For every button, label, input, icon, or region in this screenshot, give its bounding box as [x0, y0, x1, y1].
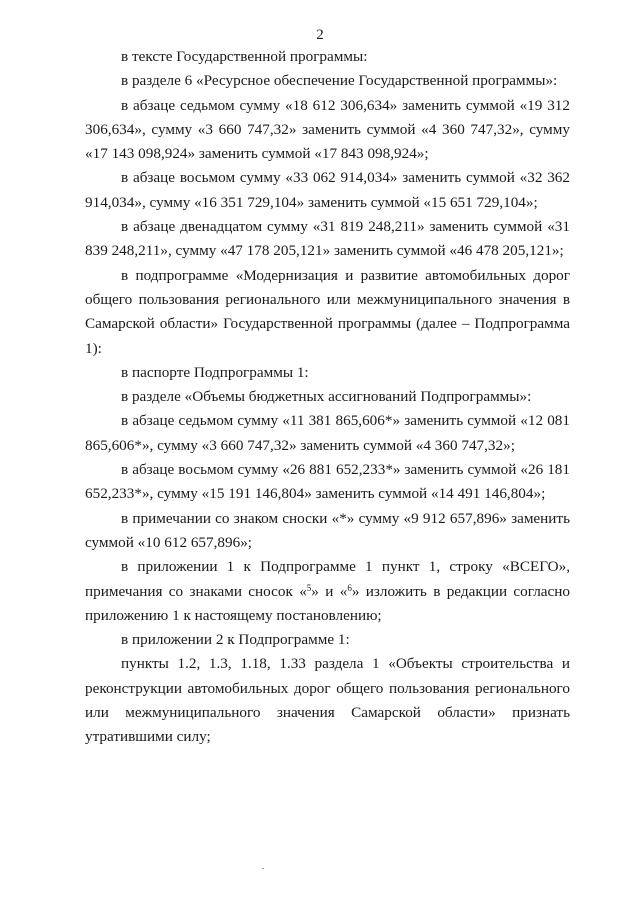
document-body [85, 45, 570, 750]
paragraph-points-repealed: пункты 1.2, 1.3, 1.18, 1.33 раздела 1 «Объекты строительства и реконструкции автомобильных дорог общего пользования регионального или межмуниципального значения Самарской области» признать утратившими силу; [85, 655, 570, 746]
page-number: 2 [316, 27, 324, 43]
paragraph-passport: в паспорте Подпрограммы 1: [121, 363, 309, 381]
paragraph-appendix-2: в приложении 2 к Подпрограмме 1: [121, 631, 350, 649]
paragraph-program-text: в тексте Государственной программы: [121, 48, 368, 65]
appendix-1-text-middle: » и « [311, 582, 348, 600]
paragraph-eighth-sum: в абзаце восьмом сумму «33 062 914,034» заменить суммой «32 362 914,034», сумму «16 351 729,104» заменить суммой «15 651 729,104»; [85, 169, 570, 211]
paragraph-subprogram-1: в подпрограмме «Модернизация и развитие автомобильных дорог общего пользования регионального или межмуниципального значения в Самарской области» Государственной программы (далее – Подпрограмма 1): [85, 266, 570, 357]
paragraph-appendix-1 [85, 555, 570, 628]
paragraph-sub-eighth-sum: в абзаце восьмом сумму «26 881 652,233*» заменить суммой «26 181 652,233*», сумму «15 191 146,804» заменить суммой «14 491 146,804»; [85, 461, 570, 503]
paragraph-budget-section: в разделе «Объемы бюджетных ассигнований Подпрограммы»: [121, 388, 532, 406]
scan-speck [262, 868, 264, 869]
paragraph-sub-seventh-sum: в абзаце седьмом сумму «11 381 865,606*» заменить суммой «12 081 865,606*», сумму «3 660 747,32» заменить суммой «4 360 747,32»; [85, 412, 570, 454]
paragraph-twelfth-sum: в абзаце двенадцатом сумму «31 819 248,211» заменить суммой «31 839 248,211», сумму «47 178 205,121» заменить суммой «46 478 205,121»; [85, 218, 570, 260]
paragraph-footnote-note: в примечании со знаком сноски «*» сумму «9 912 657,896» заменить суммой «10 612 657,896»; [85, 509, 570, 551]
footnote-mark-6: 6 [347, 582, 352, 593]
footnote-mark-5: 5 [306, 582, 312, 593]
appendix-1-text-before: в приложении 1 к Подпрограмме 1 пункт 1, строку «ВСЕГО», примечания со знаками сносок « [85, 558, 570, 600]
paragraph-seventh-sum: в абзаце седьмом сумму «18 612 306,634» заменить суммой «19 312 306,634», сумму «3 660 747,32» заменить суммой «4 360 747,32», сумму «17 143 098,924» заменить суммой «17 843 098,924»; [85, 96, 570, 163]
appendix-1-text-after: » изложить в редакции согласно приложению 1 к настоящему постановлению; [85, 582, 570, 624]
paragraph-section-6: в разделе 6 «Ресурсное обеспечение Государственной программы»: [121, 72, 558, 90]
